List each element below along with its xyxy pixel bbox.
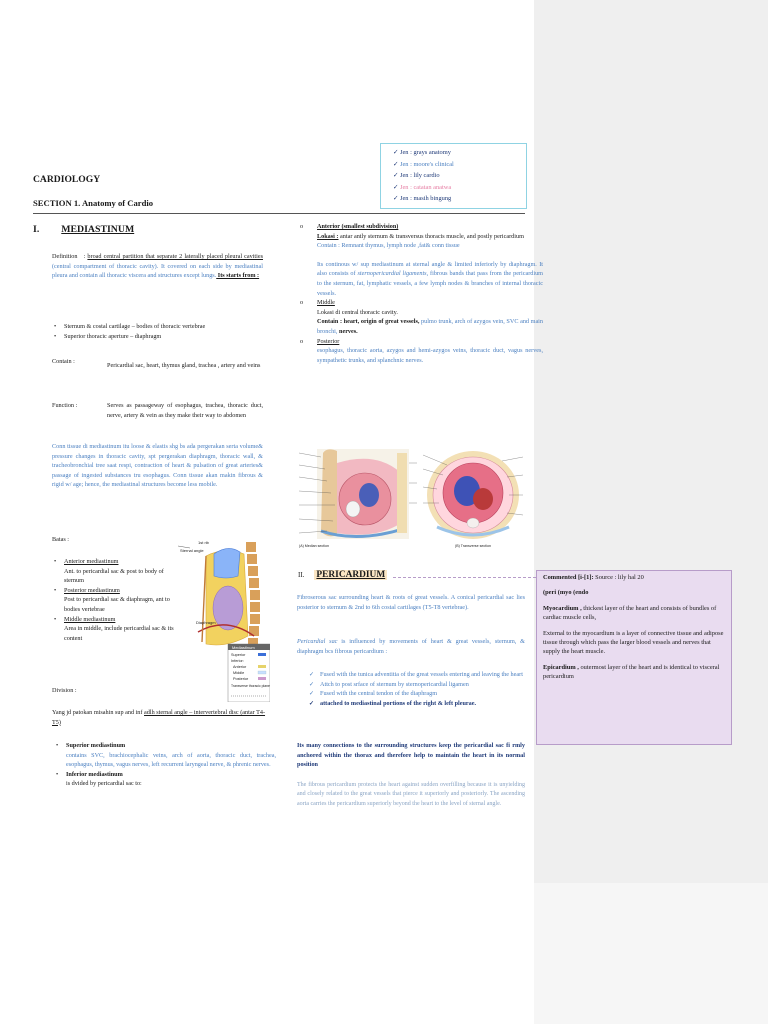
caption-median: (A) Median section [299,544,329,548]
cross-section-figure [297,443,526,551]
superior-inferior-list [54,741,276,789]
middle-region [213,586,243,630]
header-rule [33,213,525,214]
pericardium-grey-note: The fibrous pericardium protects the heart against sudden overfilling because it is unyielding and closely related to the great vessels that pierce it superiorly and posteriorly. The ascending aorta carries the pericardium superiorly beyond the heart to the level of sternal angle. [297,782,525,807]
reference-item: ✓ Jen : masih bingung [393,195,452,202]
superior-item: • Superior mediastinum contains SVC, brachiocephalic veins, arch of aorta, thoracic duct, trachea, esophagus, thymus, vagus nerves, left recurrent laryngeal nerve, & phrenic nerves. [66,741,276,770]
batas-item: • Posterior mediastinum Post to pericardial sac & diaphragm, ant to bodies vertebrae [64,586,184,615]
legend-item: Transverse thoracic plane [231,684,270,688]
fibrous-item: ✓ Attch to post srface of sternum by sternopericardial ligamen [320,680,538,690]
comment-margin [534,0,768,883]
caption-transverse: (B) Transverse section [455,544,491,548]
bounds-list [52,322,279,341]
mediastinum-figure [176,536,270,702]
conn-tissue-note: Conn tissue di mediastinum itu loose & elastis shg bs ada pergerakan serta volume& pressure changes in thoracic cavity, spt pergerakan diaphragm, thoracic wall, & tracheobronchial tree saat respi, contraction of heart & pulsation of great arteries& passage of ingested substances tru esophagus. Conn tissue akan makin fibrous & rigid w/ age; hence, the mediastinal structures become less mobile. [52,443,263,489]
comment-connector [393,577,536,579]
fibrous-item: ✓ Fused with the central tendon of the diaphragm [320,689,538,699]
superior-region [214,548,240,578]
function-text: Serves as passageway of esophagus, trachea, thoracic duct, nerve, artery & vein as they make their way to abdomen [107,402,263,419]
legend-title: Mediastinum [232,645,255,650]
references-box [380,143,527,209]
bound-item: • Superior thoracic aperture – diaphragm [64,332,279,342]
batas-item: • Middle mediastinum Area in middle, include pericardial sac & its content [64,615,184,644]
reference-item: ✓ Jen : grays anatomy [393,149,451,156]
fibrous-item: ✓ attached to mediastinal portions of the right & left pleurae. [320,699,538,709]
subdivision-middle: o Middle Lokasi di central thoracic cavity. Contain : heart, origin of great vessels, pulmo trunk, arch of azygos vein, SVC and main bronchi, nerves. [300,299,543,335]
definition-para: Definition : broad central partition that separate 2 laterally placed pleural cavities (central compartment of thoracic cavity). It covered on each side by mediastinal pleura and contain all thoracic viscera and structures except lungs. Its starts from : [52,253,263,280]
contain-text: Pericardial sac, heart, thymus gland, trachea , artery and veins [107,362,261,369]
fibrous-item: ✓ Fused with the tunica adventitia of the great vessels entering and leaving the heart [320,670,538,680]
reference-item: ✓ Jen : lily cardio [393,172,440,179]
legend-item: Anterior [233,665,247,669]
section-title: SECTION 1. Anatomy of Cardio [33,198,154,208]
subdivision-posterior: o Posterior esophagus, thoracic aorta, azygos and hemi-azygos veins, thoracic duct, vagus nerves, sympathetic trunks, and splanchnic nerves. [300,337,543,364]
pericardium-p2: Pericardial sac is influenced by movements of heart & great vessels, sternum, & diaphragm bcs fibrous pericardium : [297,638,525,655]
reference-item: ✓ Jen : moore's clinical [393,160,454,168]
reference-item: ✓ Jen : catatan anatwa [393,183,452,191]
heading-pericardium: II. PERICARDIUM [298,570,386,580]
function-label: Function : [52,402,78,409]
inferior-item: • Inferior mediastinum is dvided by pericardial sac to: [66,770,276,789]
doc-title: CARDIOLOGY [33,174,101,185]
division-label: Division : [52,687,77,694]
label-first-rib: 1st rib [198,540,209,545]
label-diaphragm: Diaphragm [196,620,216,625]
batas-item: • Anterior mediastinum Ant. to pericardial sac & post to body of sternum [64,557,184,586]
legend-item: Posterior [233,677,249,681]
contain-label: Contain : [52,358,75,365]
subdivision-anterior: o Anterior (smallest subdivision) Lokasi : antar antly sternum & transversus thoracis muscle, and postly pericardium Contain : Remnant thymus, lymph node ,fat& conn tissue Its continous w/ sup mediastinum at sternal angle & limited inferiorly by diaphragm. It also consists of sternopericardial ligaments, fibrous bands that pass from the pericardium to the sternum, fat, lymphatic vessels, a few lymph nodes & branches of internal thoracic vessels. [300,223,543,297]
legend-item: Superior [231,653,246,657]
pericardium-p1: Fibroserous sac surrounding heart & roots of great vessels. A conical pericardial sac lies posterior to sternum & 2nd to 6th costal cartilages (T5-T8 vertebrae). [297,594,525,611]
legend-item: Inferior: [231,659,244,663]
legend-item: Middle [233,671,245,675]
pericardium-bold-note: Its many connections to the surrounding structures keep the pericardial sac fi rmly anchored within the thorax and therefore help to maintain the heart in its normal position [297,742,525,769]
bound-item: • Sternum & costal cartilage – bodies of thoracic vertebrae [64,322,279,332]
label-sternal-angle: Sternal angle [180,548,204,553]
batas-list [52,557,184,643]
division-text: Yang jd patokan misahin sup and inf adlh sternal angle – intervertebral disc (antar T4-T5) [52,709,266,726]
subdivision-list [299,222,543,365]
fibrous-pericardium-list [308,670,538,708]
comment-box[interactable]: Commented [i-[1]: Source : lily hal 20 (peri (myo (endo Myocardium , thickest layer of the heart and consists of bundles of cardiac muscle cells, External to the myocardium is a layer of connective tissue and adipose tissue through which pass the larger blood vessels and nerves that supply the heart muscle. Epicardium , outermost layer of the heart and is identical to visceral pericardium [536,570,732,745]
batas-label: Batas : [52,536,70,543]
heading-mediastinum: I. MEDIASTINUM [33,224,135,235]
margin-below [534,883,768,1024]
